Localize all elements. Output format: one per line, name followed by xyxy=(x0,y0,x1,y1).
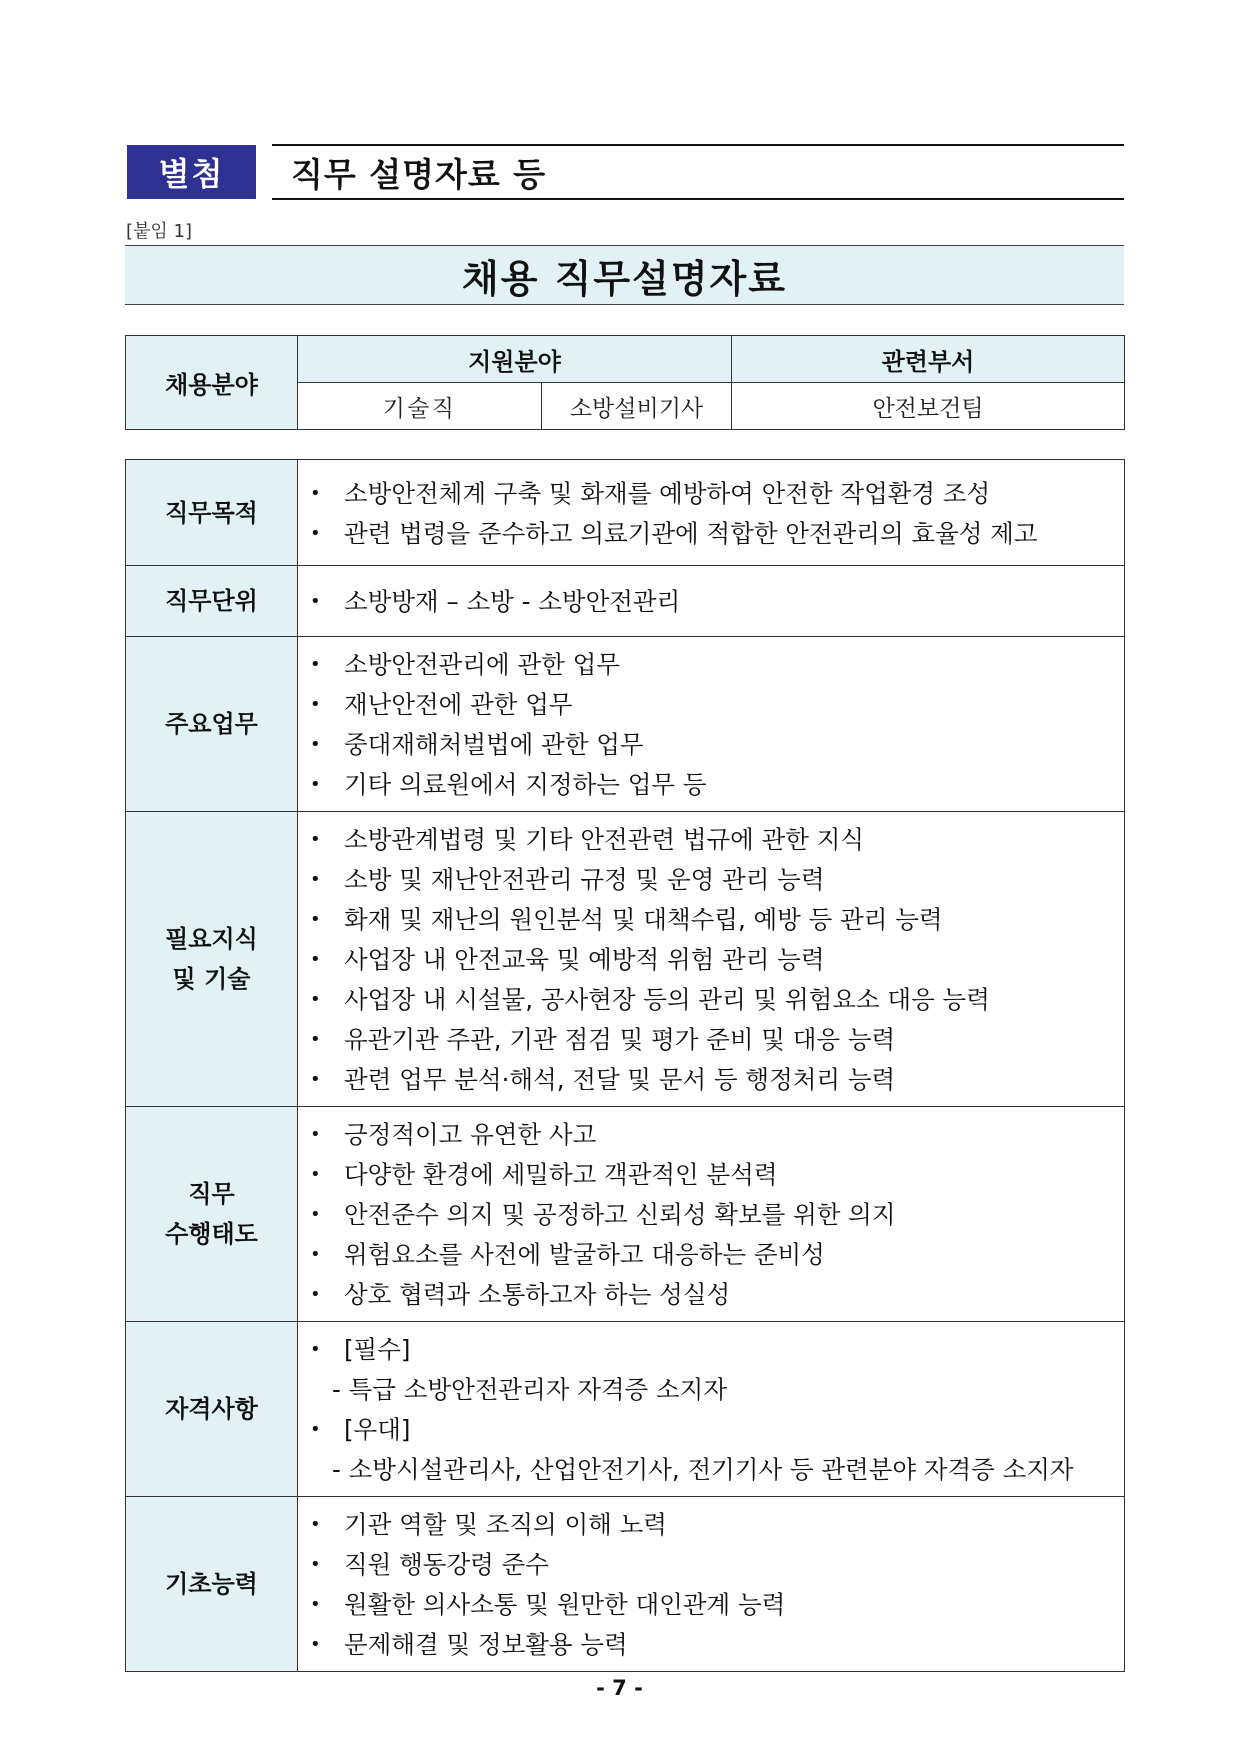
bullet-icon: • xyxy=(310,909,321,930)
section-header xyxy=(272,144,1124,200)
bullet-icon: • xyxy=(310,1204,321,1225)
section-title: 직무 설명자료 등 xyxy=(291,154,547,194)
job-description-table xyxy=(125,459,1125,1672)
row-qualifications xyxy=(126,1322,1125,1497)
bullet-icon: • xyxy=(310,949,321,970)
list-item: • [우대] xyxy=(310,1410,1114,1450)
list-item: • 소방 및 재난안전관리 규정 및 운영 관리 능력 xyxy=(310,860,1114,900)
row-label: 직무 수행태도 xyxy=(126,1107,298,1322)
row-main-duties xyxy=(126,637,1125,812)
row-content xyxy=(298,1322,1125,1497)
bullet-icon: • xyxy=(310,522,321,544)
bullet-icon: • xyxy=(310,1634,321,1655)
bullet-icon: • xyxy=(310,1594,321,1615)
row-content xyxy=(298,1497,1125,1672)
bullet-icon: • xyxy=(310,829,321,850)
row-job-purpose xyxy=(126,460,1125,566)
list-item: • 소방안전체계 구축 및 화재를 예방하여 안전한 작업환경 조성 xyxy=(310,474,1114,514)
list-item: • 직원 행동강령 준수 xyxy=(310,1545,1114,1585)
list-item: • 사업장 내 안전교육 및 예방적 위험 관리 능력 xyxy=(310,940,1114,980)
bullet-icon: • xyxy=(310,1244,321,1265)
list-item: • 소방관계법령 및 기타 안전관련 법규에 관한 지식 xyxy=(310,820,1114,860)
list-item: • 소방방재 – 소방 - 소방안전관리 xyxy=(310,582,1114,622)
list-item: • 기관 역할 및 조직의 이해 노력 xyxy=(310,1505,1114,1545)
list-item: • 재난안전에 관한 업무 xyxy=(310,685,1114,725)
required-detail: - 특급 소방안전관리자 자격증 소지자 xyxy=(332,1375,727,1404)
row-content xyxy=(298,1107,1125,1322)
job-type-cell: 기술직 xyxy=(298,383,542,430)
bullet-icon: • xyxy=(310,1029,321,1050)
bullet-icon: • xyxy=(310,1124,321,1145)
list-item: • 문제해결 및 정보활용 능력 xyxy=(310,1625,1114,1665)
department-cell: 안전보건팀 xyxy=(732,383,1125,430)
bullet-icon: • xyxy=(310,774,321,795)
list-item: • 다양한 환경에 세밀하고 객관적인 분석력 xyxy=(310,1155,1114,1195)
department-header: 관련부서 xyxy=(732,336,1125,383)
list-item: • 기타 의료원에서 지정하는 업무 등 xyxy=(310,765,1114,805)
list-item: • 유관기관 주관, 기관 점검 및 평가 준비 및 대응 능력 xyxy=(310,1020,1114,1060)
bullet-icon: • xyxy=(310,1339,321,1360)
list-item: • 관련 업무 분석·해석, 전달 및 문서 등 행정처리 능력 xyxy=(310,1060,1114,1100)
bullet-icon: • xyxy=(310,1419,321,1440)
bullet-icon: • xyxy=(310,1069,321,1090)
list-item: • [필수] xyxy=(310,1330,1114,1370)
bullet-icon: • xyxy=(310,482,321,504)
bullet-icon: • xyxy=(310,591,321,612)
main-title: 채용 직무설명자료 xyxy=(462,256,787,301)
attachment-badge: 별첨 xyxy=(127,145,256,199)
row-content xyxy=(298,460,1125,566)
attachment-label: [붙임 1] xyxy=(126,221,192,242)
bullet-icon: • xyxy=(310,1554,321,1575)
list-item: • 원활한 의사소통 및 원만한 대인관계 능력 xyxy=(310,1585,1114,1625)
list-item: • 소방안전관리에 관한 업무 xyxy=(310,645,1114,685)
row-label: 필요지식 및 기술 xyxy=(126,812,298,1107)
bullet-icon: • xyxy=(310,734,321,755)
list-item: • 안전준수 의지 및 공정하고 신뢰성 확보를 위한 의지 xyxy=(310,1195,1114,1235)
row-work-attitude xyxy=(126,1107,1125,1322)
preferred-detail: - 소방시설관리사, 산업안전기사, 전기기사 등 관련분야 자격증 소지자 xyxy=(332,1455,1074,1484)
page-number: - 7 - xyxy=(596,1676,643,1700)
bullet-icon: • xyxy=(310,654,321,675)
main-title-banner xyxy=(125,245,1124,305)
list-item: • 상호 협력과 소통하고자 하는 성실성 xyxy=(310,1275,1114,1315)
bullet-icon: • xyxy=(310,869,321,890)
row-knowledge-skills xyxy=(126,812,1125,1107)
list-item: • 긍정적이고 유연한 사고 xyxy=(310,1115,1114,1155)
row-content xyxy=(298,812,1125,1107)
list-item: • 위험요소를 사전에 발굴하고 대응하는 준비성 xyxy=(310,1235,1114,1275)
list-item: • 화재 및 재난의 원인분석 및 대책수립, 예방 등 관리 능력 xyxy=(310,900,1114,940)
row-job-unit xyxy=(126,566,1125,637)
bullet-icon: • xyxy=(310,1514,321,1535)
list-item: • 중대재해처벌법에 관한 업무 xyxy=(310,725,1114,765)
job-name-cell: 소방설비기사 xyxy=(542,383,732,430)
row-basic-abilities xyxy=(126,1497,1125,1672)
recruit-field-label: 채용분야 xyxy=(126,336,298,430)
recruit-field-table xyxy=(125,335,1125,430)
list-item: • 관련 법령을 준수하고 의료기관에 적합한 안전관리의 효율성 제고 xyxy=(310,514,1114,554)
row-label: 주요업무 xyxy=(126,637,298,812)
row-label: 직무단위 xyxy=(126,566,298,637)
row-label: 직무목적 xyxy=(126,460,298,566)
row-content xyxy=(298,637,1125,812)
row-content xyxy=(298,566,1125,637)
bullet-icon: • xyxy=(310,1284,321,1305)
list-item: • 사업장 내 시설물, 공사현장 등의 관리 및 위험요소 대응 능력 xyxy=(310,980,1114,1020)
bullet-icon: • xyxy=(310,694,321,715)
apply-field-header: 지원분야 xyxy=(298,336,732,383)
bullet-icon: • xyxy=(310,989,321,1010)
row-label: 자격사항 xyxy=(126,1322,298,1497)
row-label: 기초능력 xyxy=(126,1497,298,1672)
bullet-icon: • xyxy=(310,1164,321,1185)
